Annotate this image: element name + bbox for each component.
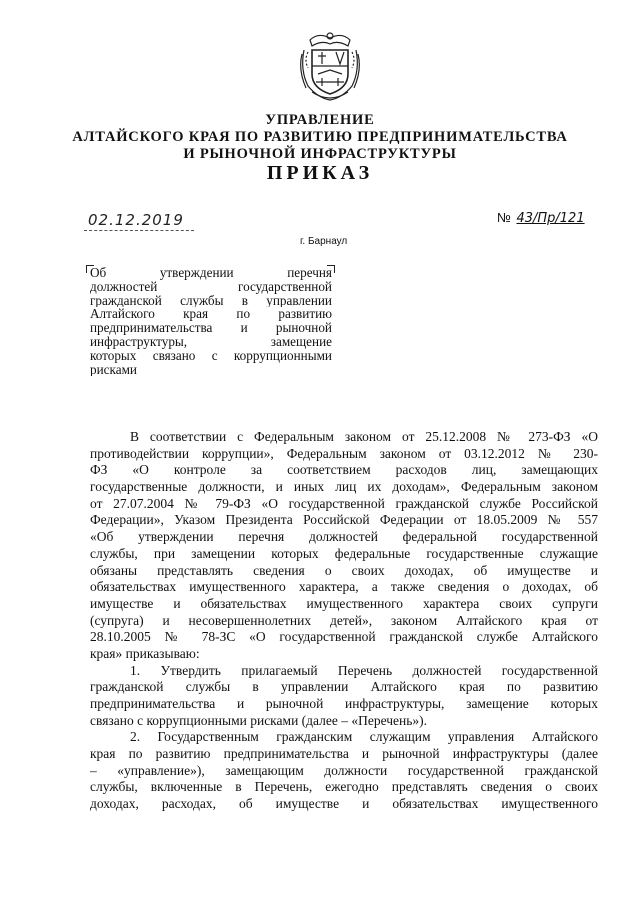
number-label: № <box>497 210 511 225</box>
document-type: ПРИКАЗ <box>266 162 374 184</box>
body-line: службы, включенные в Перечень, ежегодно представлять сведения о своих <box>90 779 598 795</box>
number-value: 43/Пр/121 <box>516 211 585 226</box>
document-subject <box>90 266 332 376</box>
subject-line: которых связано с коррупционными <box>90 348 332 363</box>
body-line: предпринимательства и рыночной инфраструктуры, замещение которых <box>90 696 598 711</box>
body-line: от 27.07.2004 № 79-ФЗ «О государственной гражданской службе Российской <box>90 495 598 511</box>
body-line: края по развитию предпринимательства и рыночной инфраструктуры (далее <box>90 746 598 762</box>
subject-line: гражданской службы в управлении <box>90 293 332 308</box>
body-line: государственные должности, и иных лиц их доходам», Федеральным законом <box>90 479 598 495</box>
organization-name <box>40 112 600 163</box>
body-line: доходах, расходах, об имуществе и обязательствах имущественного <box>90 796 598 812</box>
body-line: – «управление»), замещающим должности государственной гражданской <box>90 762 598 778</box>
coat-of-arms-icon <box>298 30 362 102</box>
subject-line: инфраструктуры, замещение <box>90 334 332 349</box>
body-line: «Об утверждении перечня должностей федеральной государственной <box>90 529 598 545</box>
org-line: УПРАВЛЕНИЕ <box>265 112 375 128</box>
document-body <box>90 429 598 813</box>
subject-line: рисками <box>90 362 137 377</box>
body-line: 1. Утвердить прилагаемый Перечень должностей государственной <box>130 662 598 678</box>
body-line: 2. Государственным гражданским служащим управления Алтайского <box>130 729 598 745</box>
date-underline <box>84 230 194 232</box>
subject-line: Алтайского края по развитию <box>90 307 332 322</box>
subject-line: должностей государственной <box>90 279 332 294</box>
subject-line: Об утверждении перечня <box>90 266 332 280</box>
body-line: В соответствии с Федеральным законом от 25.12.2008 № 273-ФЗ «О <box>130 429 598 444</box>
body-line: Федерации», Указом Президента Российской Федерации от 18.05.2009 № 557 <box>90 512 598 528</box>
body-line: связано с коррупционными рисками (далее – «Перечень»). <box>90 712 428 728</box>
document-number <box>497 210 585 227</box>
body-line: обязаны представлять сведения о своих доходах, об имуществе и <box>90 562 598 578</box>
body-line: 28.10.2005 № 78-ЗС «О государственной гражданской службе Алтайского <box>90 629 598 645</box>
subject-line: предпринимательства и рыночной <box>90 321 332 335</box>
body-line: противодействии коррупции», Федеральным законом от 03.12.2012 № 230- <box>90 445 598 461</box>
body-line: обязательствах имущественного характера, а также сведения о доходах, об <box>90 579 598 595</box>
city: г. Барнаул <box>300 236 348 247</box>
body-line: ФЗ «О контроле за соответствием расходов лиц, замещающих <box>90 462 598 478</box>
body-line: имуществе и обязательствах имущественного характера своих супруги <box>90 595 598 611</box>
org-line: И РЫНОЧНОЙ ИНФРАСТРУКТУРЫ <box>183 146 457 162</box>
body-line: (супруга) и несовершеннолетних детей», законом Алтайского края от <box>90 612 598 628</box>
org-line: АЛТАЙСКОГО КРАЯ ПО РАЗВИТИЮ ПРЕДПРИНИМАТЕЛЬСТВА <box>72 129 568 145</box>
body-line: края» приказываю: <box>90 645 200 661</box>
document-date: 02.12.2019 <box>88 211 184 229</box>
body-line: службы, при замещении которых федеральные государственные служащие <box>90 545 598 561</box>
body-line: гражданской службы в управлении Алтайского края по развитию <box>90 679 598 695</box>
